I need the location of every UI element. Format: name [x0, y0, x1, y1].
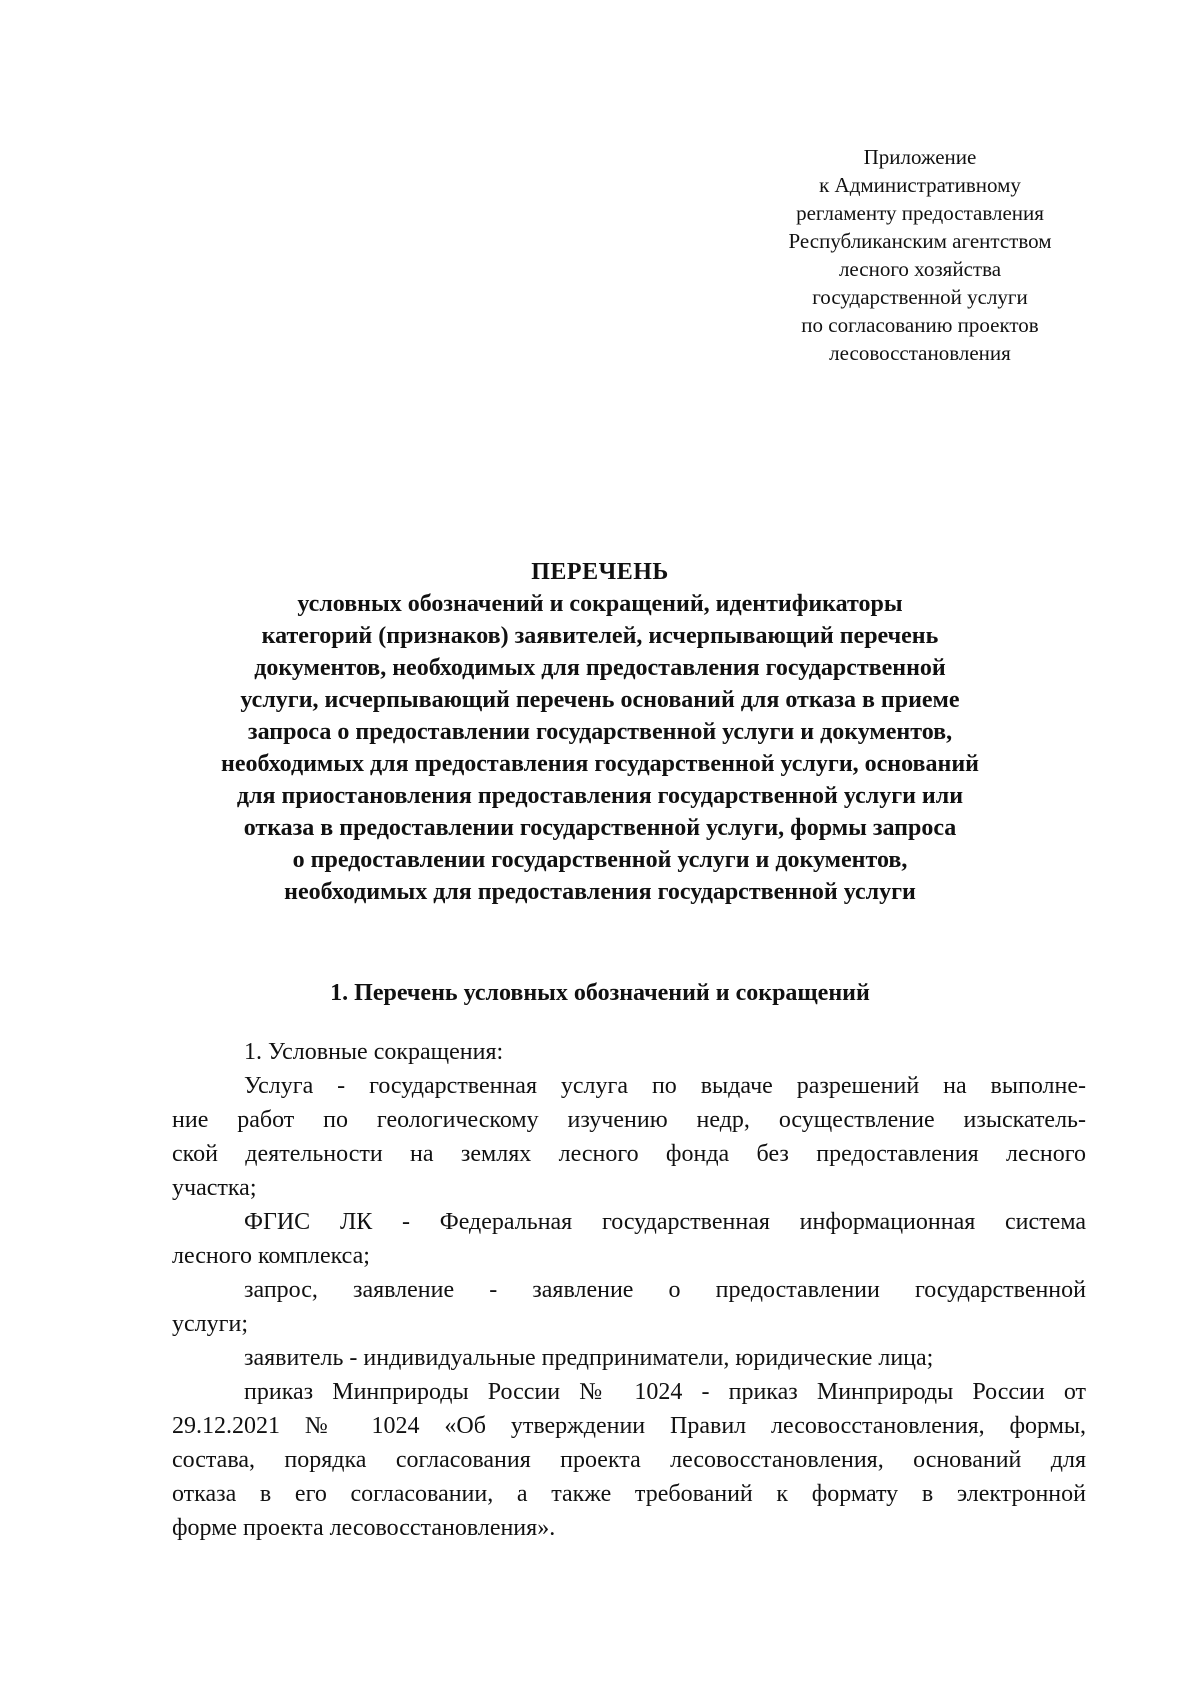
appendix-block	[740, 143, 1100, 367]
appendix-line: государственной услуги	[812, 285, 1028, 309]
appendix-line: лесовосстановления	[829, 341, 1011, 365]
appendix-line: к Административному	[819, 173, 1021, 197]
title-line: о предоставлении государственной услуги и документов,	[292, 847, 908, 873]
appendix-line: Республиканским агентством	[788, 229, 1052, 253]
body-line: запрос, заявление - заявление о предоставлении государственной	[244, 1277, 1086, 1303]
body-line: ской деятельности на землях лесного фонда без предоставления лесного	[172, 1141, 1086, 1167]
section-body	[172, 1035, 1086, 1545]
body-line: ние работ по геологическому изучению недр, осуществление изыскатель-	[172, 1107, 1086, 1133]
appendix-line: Приложение	[863, 145, 977, 169]
appendix-line: лесного хозяйства	[838, 257, 1002, 281]
appendix-line: по согласованию проектов	[801, 313, 1039, 337]
title-line: необходимых для предоставления государственной услуги	[284, 879, 916, 905]
title-line: для приостановления предоставления государственной услуги или	[236, 783, 964, 809]
body-line: 1. Условные сокращения:	[244, 1039, 504, 1065]
appendix-line: регламенту предоставления	[796, 201, 1044, 225]
body-line: услуги;	[172, 1311, 248, 1337]
document-title	[150, 556, 1050, 908]
body-line: участка;	[172, 1175, 257, 1201]
title-line: условных обозначений и сокращений, идентификаторы	[297, 591, 903, 617]
body-line: заявитель - индивидуальные предприниматели, юридические лица;	[244, 1345, 934, 1371]
title-line: категорий (признаков) заявителей, исчерпывающий перечень	[261, 623, 939, 649]
body-line: форме проекта лесовосстановления».	[172, 1515, 556, 1541]
body-line: Услуга - государственная услуга по выдаче разрешений на выполне-	[244, 1073, 1086, 1099]
body-line: лесного комплекса;	[172, 1243, 370, 1269]
body-line: приказ Минприроды России № 1024 - приказ Минприроды России от	[244, 1379, 1086, 1405]
title-line: отказа в предоставлении государственной услуги, формы запроса	[243, 815, 957, 841]
title-line: запроса о предоставлении государственной услуги и документов,	[247, 719, 953, 745]
body-line: состава, порядка согласования проекта лесовосстановления, оснований для	[172, 1447, 1086, 1473]
body-line: ФГИС ЛК - Федеральная государственная информационная система	[244, 1209, 1086, 1235]
section-heading: 1. Перечень условных обозначений и сокращений	[330, 980, 870, 1006]
body-line: отказа в его согласовании, а также требований к формату в электронной	[172, 1481, 1086, 1507]
body-line: 29.12.2021 № 1024 «Об утверждении Правил лесовосстановления, формы,	[172, 1413, 1086, 1439]
title-main: ПЕРЕЧЕНЬ	[531, 559, 669, 585]
title-line: документов, необходимых для предоставления государственной	[254, 655, 946, 681]
title-line: услуги, исчерпывающий перечень оснований для отказа в приеме	[240, 687, 960, 713]
title-line: необходимых для предоставления государственной услуги, оснований	[221, 751, 979, 777]
